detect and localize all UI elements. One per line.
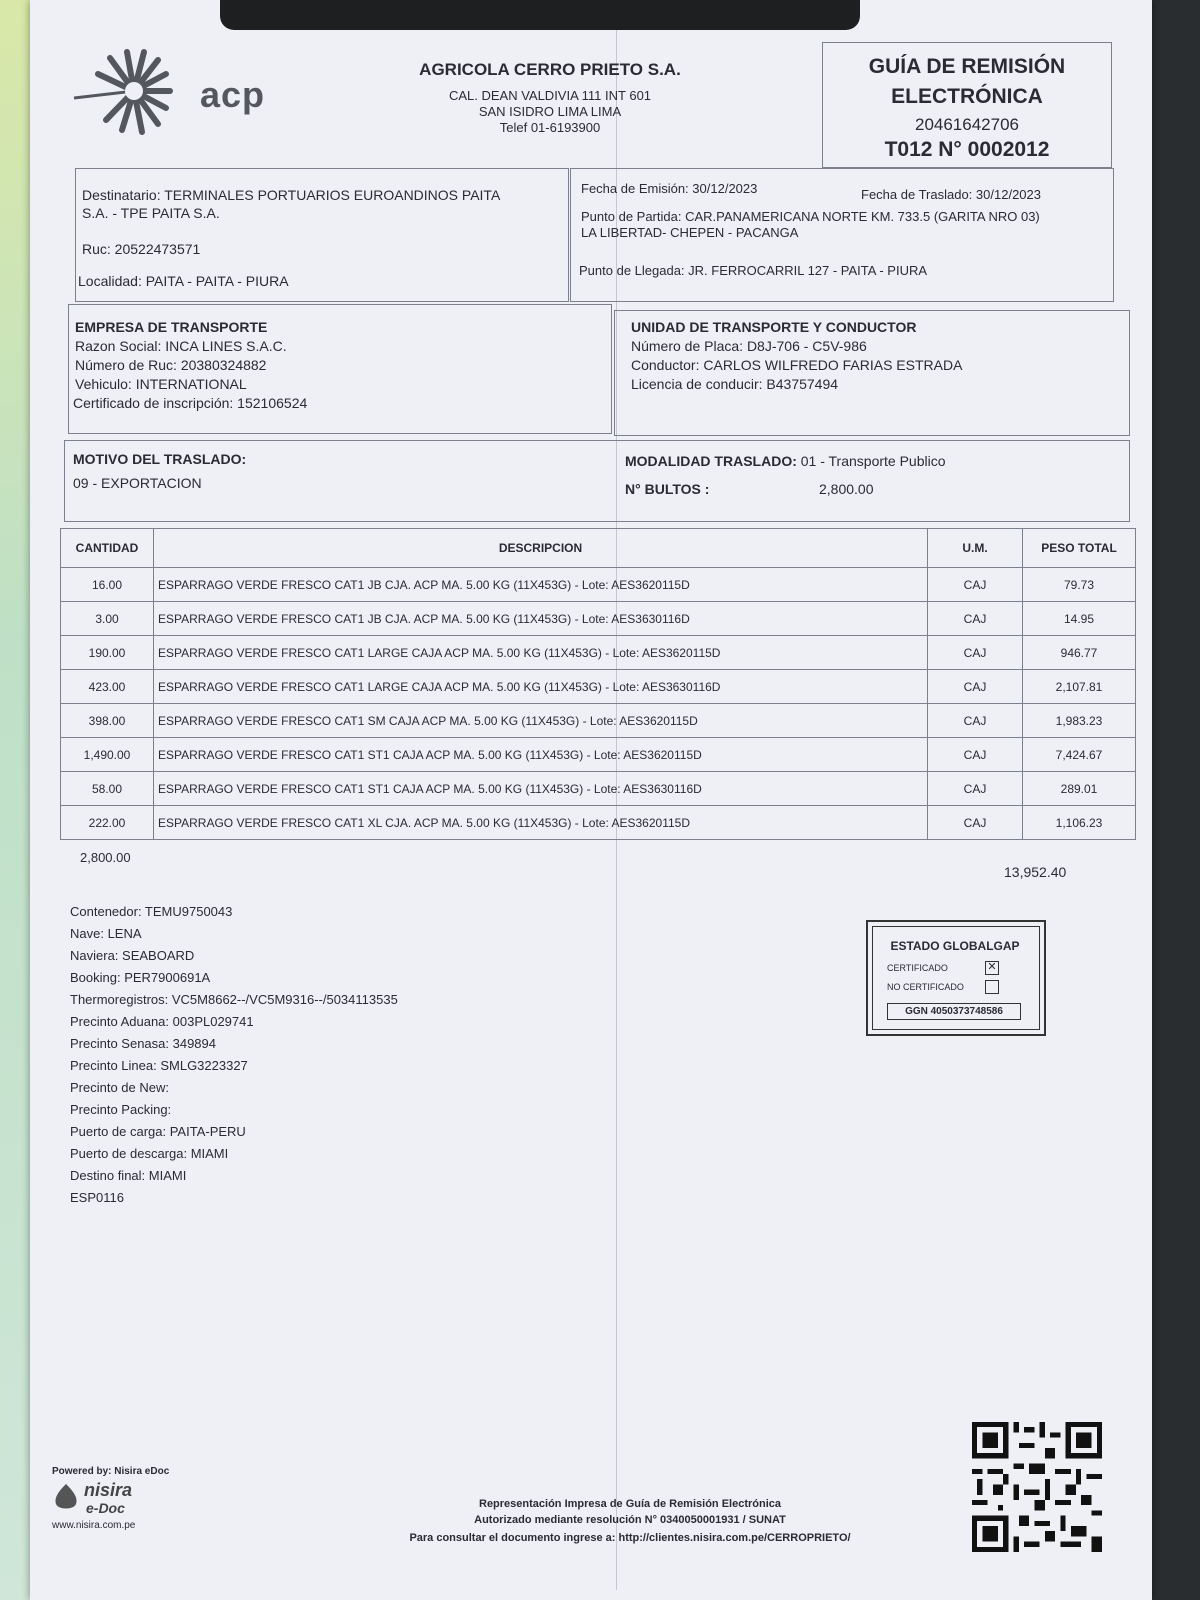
row-qty: 3.00 bbox=[61, 602, 154, 636]
row-weight: 946.77 bbox=[1023, 636, 1136, 670]
vehicle-title: UNIDAD DE TRANSPORTE Y CONDUCTOR bbox=[631, 319, 917, 335]
total-quantity: 2,800.00 bbox=[80, 850, 131, 865]
departure-point-2: LA LIBERTAD- CHEPEN - PACANGA bbox=[581, 225, 799, 240]
loading-port-line: Puerto de carga: PAITA-PERU bbox=[70, 1124, 246, 1139]
doc-ruc: 20461642706 bbox=[914, 115, 1019, 134]
modality-label: MODALIDAD TRASLADO: bbox=[625, 453, 797, 469]
row-um: CAJ bbox=[928, 602, 1023, 636]
row-desc: ESPARRAGO VERDE FRESCO CAT1 XL CJA. ACP MA. 5.00 KG (11X453G) - Lote: AES3620115D bbox=[154, 806, 928, 840]
table-row bbox=[61, 806, 1136, 840]
row-weight: 2,107.81 bbox=[1023, 670, 1136, 704]
thermoregisters-line: Thermoregistros: VC5M8662--/VC5M9316--/5034113535 bbox=[70, 992, 398, 1007]
certified-label: CERTIFICADO bbox=[887, 963, 948, 973]
transfer-date-label: Fecha de Traslado: bbox=[861, 187, 973, 202]
col-weight: PESO TOTAL bbox=[1023, 529, 1136, 568]
document-id-box bbox=[822, 42, 1112, 168]
container-line: Contenedor: TEMU9750043 bbox=[70, 904, 233, 919]
carrier-name: Razon Social: INCA LINES S.A.C. bbox=[75, 338, 287, 354]
powered-by: Powered by: Nisira eDoc bbox=[52, 1466, 170, 1477]
nisira-brand: nisira bbox=[84, 1480, 133, 1500]
arrival-point: Punto de Llegada: JR. FERROCARRIL 127 - PAITA - PIURA bbox=[579, 263, 928, 278]
issue-date-label: Fecha de Emisión: bbox=[581, 181, 689, 196]
row-desc: ESPARRAGO VERDE FRESCO CAT1 ST1 CAJA ACP MA. 5.00 KG (11X453G) - Lote: AES3620115D bbox=[154, 738, 928, 772]
row-um: CAJ bbox=[928, 806, 1023, 840]
company-address-2: SAN ISIDRO LIMA LIMA bbox=[478, 104, 622, 119]
reason-value: 09 - EXPORTACION bbox=[73, 475, 202, 491]
packages-label: N° BULTOS : bbox=[625, 481, 710, 497]
acp-logo-icon bbox=[72, 46, 182, 136]
recipient-ruc: Ruc: 20522473571 bbox=[82, 241, 201, 257]
row-desc: ESPARRAGO VERDE FRESCO CAT1 SM CAJA ACP MA. 5.00 KG (11X453G) - Lote: AES3620115D bbox=[154, 704, 928, 738]
carrier-box bbox=[68, 304, 612, 434]
doc-title-1: GUÍA DE REMISIÓN bbox=[868, 55, 1066, 78]
edoc-brand: e-Doc bbox=[86, 1500, 125, 1516]
new-seal-line: Precinto de New: bbox=[70, 1080, 169, 1095]
customs-seal-line: Precinto Aduana: 003PL029741 bbox=[70, 1014, 254, 1029]
shipping-line: Naviera: SEABOARD bbox=[70, 948, 195, 963]
row-um: CAJ bbox=[928, 772, 1023, 806]
nisira-url: www.nisira.com.pe bbox=[52, 1520, 136, 1531]
col-unit: U.M. bbox=[928, 529, 1023, 568]
not-certified-label: NO CERTIFICADO bbox=[887, 982, 964, 992]
carrier-vehicle: Vehiculo: INTERNATIONAL bbox=[75, 376, 247, 392]
row-qty: 423.00 bbox=[61, 670, 154, 704]
senasa-seal-line: Precinto Senasa: 349894 bbox=[70, 1036, 216, 1051]
transfer-date: 30/12/2023 bbox=[975, 187, 1041, 202]
table-row bbox=[61, 738, 1136, 772]
not-certified-checkbox-icon bbox=[985, 980, 999, 994]
certified-checkbox-icon: ✕ bbox=[985, 961, 999, 975]
qr-code-icon bbox=[972, 1422, 1102, 1552]
recipient-box bbox=[75, 168, 569, 302]
carrier-title: EMPRESA DE TRANSPORTE bbox=[75, 319, 268, 335]
row-desc: ESPARRAGO VERDE FRESCO CAT1 ST1 CAJA ACP MA. 5.00 KG (11X453G) - Lote: AES3630116D bbox=[154, 772, 928, 806]
packing-seal-line: Precinto Packing: bbox=[70, 1102, 172, 1117]
globalgap-title: ESTADO GLOBALGAP bbox=[890, 939, 1020, 953]
ggn-number: GGN 4050373748586 bbox=[887, 1003, 1021, 1020]
total-weight: 13,952.40 bbox=[1004, 864, 1067, 880]
driver-license: Licencia de conducir: B43757494 bbox=[631, 376, 839, 392]
globalgap-box bbox=[866, 920, 1046, 1036]
row-weight: 79.73 bbox=[1023, 568, 1136, 602]
carrier-ruc: Número de Ruc: 20380324882 bbox=[75, 357, 267, 373]
packages-value: 2,800.00 bbox=[819, 481, 874, 497]
table-row bbox=[61, 704, 1136, 738]
row-desc: ESPARRAGO VERDE FRESCO CAT1 LARGE CAJA ACP MA. 5.00 KG (11X453G) - Lote: AES3630116D bbox=[154, 670, 928, 704]
table-header-row bbox=[61, 529, 1136, 568]
vehicle-driver-box bbox=[614, 310, 1130, 436]
table-row bbox=[61, 772, 1136, 806]
table-row bbox=[61, 670, 1136, 704]
row-weight: 1,106.23 bbox=[1023, 806, 1136, 840]
discharge-port-line: Puerto de descarga: MIAMI bbox=[70, 1146, 229, 1161]
items-table bbox=[60, 528, 1136, 840]
vessel-line: Nave: LENA bbox=[70, 926, 142, 941]
row-qty: 398.00 bbox=[61, 704, 154, 738]
carrier-certificate: Certificado de inscripción: 152106524 bbox=[73, 395, 308, 411]
booking-line: Booking: PER7900691A bbox=[70, 970, 211, 985]
line-seal-line: Precinto Linea: SMLG3223327 bbox=[70, 1058, 248, 1073]
recipient-locality: Localidad: PAITA - PAITA - PIURA bbox=[78, 273, 289, 289]
doc-number: T012 N° 0002012 bbox=[884, 138, 1050, 161]
row-desc: ESPARRAGO VERDE FRESCO CAT1 JB CJA. ACP MA. 5.00 KG (11X453G) - Lote: AES3620115D bbox=[154, 568, 928, 602]
logo-text: acp bbox=[200, 74, 266, 115]
col-quantity: CANTIDAD bbox=[61, 529, 154, 568]
modality-value: 01 - Transporte Publico bbox=[800, 453, 946, 469]
document-page bbox=[30, 0, 1152, 1600]
reason-title: MOTIVO DEL TRASLADO: bbox=[73, 451, 247, 467]
row-um: CAJ bbox=[928, 738, 1023, 772]
row-weight: 7,424.67 bbox=[1023, 738, 1136, 772]
row-weight: 289.01 bbox=[1023, 772, 1136, 806]
row-qty: 16.00 bbox=[61, 568, 154, 602]
issue-date: 30/12/2023 bbox=[692, 181, 758, 196]
footer-line-3: Para consultar el documento ingrese a: http://clientes.nisira.com.pe/CERROPRIETO/ bbox=[409, 1532, 851, 1544]
row-qty: 222.00 bbox=[61, 806, 154, 840]
footer-line-2: Autorizado mediante resolución N° 0340050001931 / SUNAT bbox=[474, 1514, 786, 1526]
nisira-logo-icon bbox=[52, 1482, 80, 1512]
company-phone: Telef 01-6193900 bbox=[499, 120, 601, 135]
final-destination-line: Destino final: MIAMI bbox=[70, 1168, 187, 1183]
company-name: AGRICOLA CERRO PRIETO S.A. bbox=[419, 60, 681, 79]
row-um: CAJ bbox=[928, 636, 1023, 670]
table-row bbox=[61, 636, 1136, 670]
row-desc: ESPARRAGO VERDE FRESCO CAT1 JB CJA. ACP MA. 5.00 KG (11X453G) - Lote: AES3630116D bbox=[154, 602, 928, 636]
row-qty: 58.00 bbox=[61, 772, 154, 806]
vehicle-plate: Número de Placa: D8J-706 - C5V-986 bbox=[631, 338, 867, 354]
recipient-name-1: Destinatario: TERMINALES PORTUARIOS EUROANDINOS PAITA bbox=[82, 187, 501, 203]
row-weight: 1,983.23 bbox=[1023, 704, 1136, 738]
doc-title-2: ELECTRÓNICA bbox=[891, 85, 1043, 108]
row-um: CAJ bbox=[928, 704, 1023, 738]
driver-name: Conductor: CARLOS WILFREDO FARIAS ESTRADA bbox=[631, 357, 963, 373]
table-row bbox=[61, 602, 1136, 636]
row-weight: 14.95 bbox=[1023, 602, 1136, 636]
departure-point-1: Punto de Partida: CAR.PANAMERICANA NORTE KM. 733.5 (GARITA NRO 03) bbox=[581, 209, 1040, 224]
footer-line-1: Representación Impresa de Guía de Remisión Electrónica bbox=[479, 1498, 781, 1510]
row-um: CAJ bbox=[928, 568, 1023, 602]
row-desc: ESPARRAGO VERDE FRESCO CAT1 LARGE CAJA ACP MA. 5.00 KG (11X453G) - Lote: AES3620115D bbox=[154, 636, 928, 670]
esp-code-line: ESP0116 bbox=[70, 1190, 124, 1205]
company-address-1: CAL. DEAN VALDIVIA 111 INT 601 bbox=[448, 88, 652, 103]
table-row bbox=[61, 568, 1136, 602]
row-qty: 190.00 bbox=[61, 636, 154, 670]
col-description: DESCRIPCION bbox=[154, 529, 928, 568]
route-dates-box bbox=[570, 168, 1114, 302]
clipboard-clip bbox=[220, 0, 860, 30]
recipient-name-2: S.A. - TPE PAITA S.A. bbox=[82, 205, 220, 221]
row-um: CAJ bbox=[928, 670, 1023, 704]
transfer-reason-box bbox=[64, 440, 1130, 522]
row-qty: 1,490.00 bbox=[61, 738, 154, 772]
